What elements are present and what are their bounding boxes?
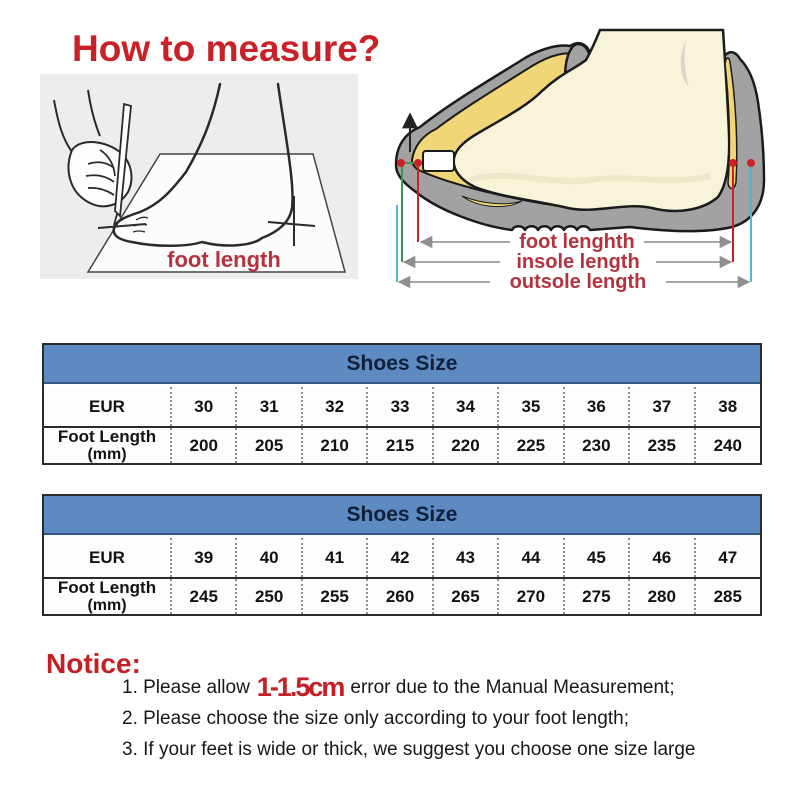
length-cell: 250 [236,578,301,614]
row-label: Foot Length (mm) [44,578,171,614]
length-cell: 265 [433,578,498,614]
size-grid [44,387,760,463]
table-row-footlength [44,578,760,614]
size-cell: 47 [695,538,761,578]
shoes-size-table-1 [42,343,762,465]
error-range-highlight: 1-1.5cm [256,672,344,702]
heel-inner-dot [729,159,737,167]
heel-outer-dot [747,159,755,167]
size-cell: 40 [236,538,301,578]
shoes-size-table-2 [42,494,762,616]
size-cell: 37 [629,387,694,427]
foot-tracing-drawing [40,74,358,279]
length-cell: 200 [171,427,236,463]
size-cell: 30 [171,387,236,427]
size-cell: 36 [564,387,629,427]
size-cell: 42 [367,538,432,578]
notice-item-3: 3. If your feet is wide or thick, we suggest you choose one size large [122,739,696,760]
foot-length-diagram-label: foot lenghth [519,231,635,253]
size-cell: 45 [564,538,629,578]
row-label: EUR [89,397,125,416]
toe-outer-dot [397,159,405,167]
table-header: Shoes Size [44,345,760,384]
size-cell: 33 [367,387,432,427]
length-cell: 235 [629,427,694,463]
length-cell: 270 [498,578,563,614]
notice-list [122,672,772,765]
toe-inner-dot [414,159,422,167]
table-row-eur [44,387,760,427]
length-cell: 240 [695,427,761,463]
foot-length-label: foot length [167,247,281,272]
notice-item-1: 1. Please allow 1-1.5cm error due to the Manual Measurement; [122,672,675,702]
notice-heading: Notice: [46,648,141,679]
size-cell: 38 [695,387,761,427]
foot-tracing-illustration [40,74,358,279]
row-label: Foot Length (mm) [44,427,171,463]
size-cell: 32 [302,387,367,427]
length-cell: 255 [302,578,367,614]
length-cell: 205 [236,427,301,463]
row-label: EUR [89,548,125,567]
length-cell: 275 [564,578,629,614]
notice-item-2: 2. Please choose the size only according to your foot length; [122,708,629,729]
size-cell: 39 [171,538,236,578]
length-cell: 215 [367,427,432,463]
shoe-measurement-diagram [390,0,800,300]
size-cell: 46 [629,538,694,578]
size-grid [44,538,760,614]
toe-cap-marker [423,151,454,171]
length-cell: 210 [302,427,367,463]
table-row-footlength [44,427,760,463]
length-cell: 225 [498,427,563,463]
size-cell: 35 [498,387,563,427]
table-row-eur [44,538,760,578]
outsole-length-diagram-label: outsole length [509,271,647,293]
length-cell: 245 [171,578,236,614]
length-cell: 280 [629,578,694,614]
page-title: How to measure? [72,28,381,69]
length-cell: 285 [695,578,761,614]
length-cell: 220 [433,427,498,463]
insole-length-diagram-label: insole length [516,251,640,273]
length-cell: 230 [564,427,629,463]
size-cell: 43 [433,538,498,578]
length-cell: 260 [367,578,432,614]
size-cell: 41 [302,538,367,578]
table-header: Shoes Size [44,496,760,535]
size-cell: 44 [498,538,563,578]
size-cell: 34 [433,387,498,427]
size-cell: 31 [236,387,301,427]
